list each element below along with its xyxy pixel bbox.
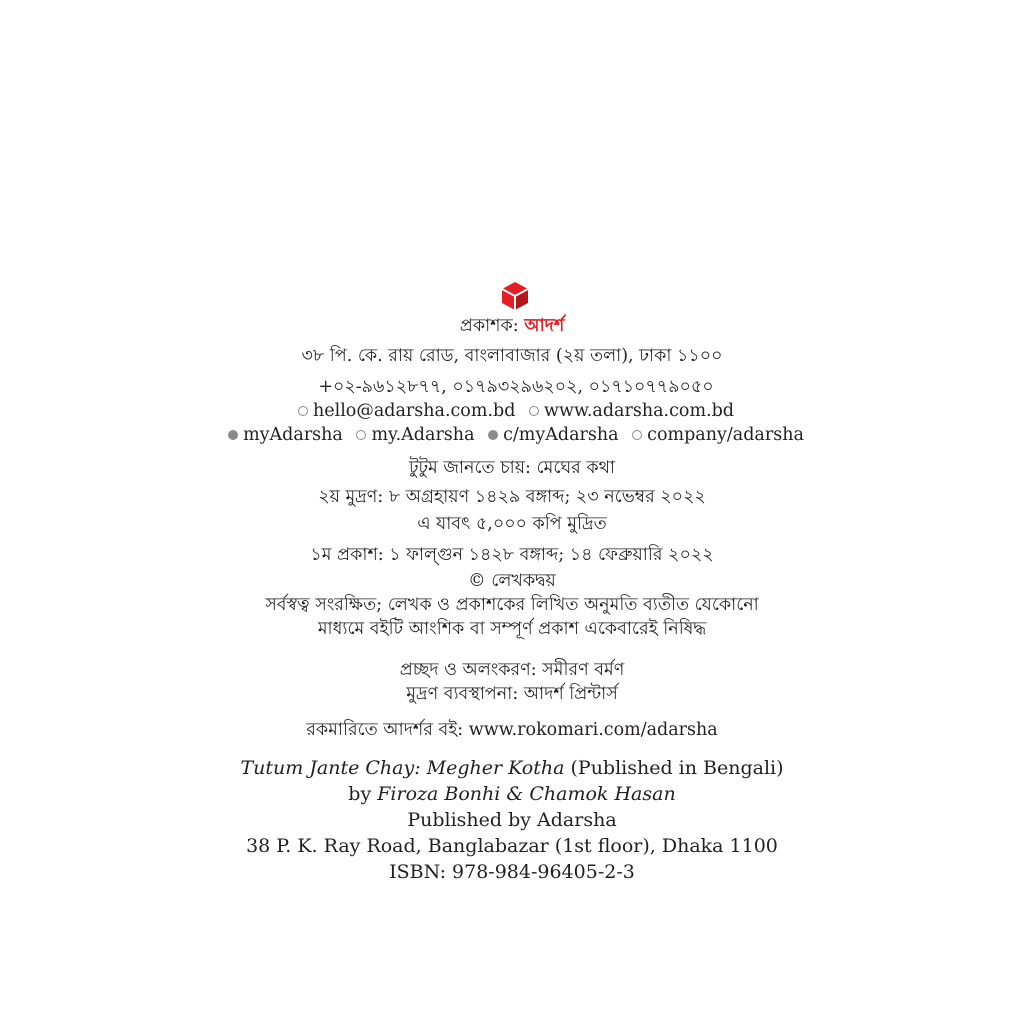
- by-label: by: [348, 783, 372, 805]
- rights-line-1: সর্বস্বত্ব সংরক্ষিত; লেখক ও প্রকাশকের লিখিত অনুমতি ব্যতীত যেকোনো: [265, 595, 759, 615]
- youtube-icon: [488, 430, 498, 440]
- print-count: এ যাবৎ ৫,০০০ কপি মুদ্রিত: [417, 514, 607, 534]
- phone-icon: [310, 382, 316, 392]
- isbn: ISBN: 978-984-96405-2-3: [389, 861, 635, 883]
- rokomari-block: [0, 718, 1024, 742]
- linkedin-link[interactable]: company/adarsha: [647, 425, 804, 445]
- phone-numbers: +০২-৯৬১২৮৭৭, ০১৭৯৩২৯৬২০২, ০১৭১০৭৭৯০৫০: [318, 377, 714, 397]
- print-info-block: [0, 485, 1024, 536]
- english-imprint: [0, 755, 1024, 885]
- email-icon: [298, 406, 308, 416]
- publisher-address: [0, 344, 1024, 368]
- cover-design-credit: প্রচ্ছদ ও অলংকরণ: সমীরণ বর্মণ: [399, 660, 625, 680]
- second-print: ২য় মুদ্রণ: ৮ অগ্রহায়ণ ১৪২৯ বঙ্গাব্দ; ২৩ নভেম্বর ২০২২: [318, 487, 706, 507]
- website-link[interactable]: www.adarsha.com.bd: [544, 401, 735, 421]
- book-title-block: [0, 456, 1024, 480]
- facebook-icon: [228, 430, 238, 440]
- rokomari-link[interactable]: রকমারিতে আদর্শর বই: www.rokomari.com/adarsha: [306, 720, 718, 740]
- contact-block: [0, 375, 1024, 447]
- instagram-icon: [356, 430, 366, 440]
- english-address: 38 P. K. Ray Road, Banglabazar (1st floor), Dhaka 1100: [246, 835, 778, 857]
- published-by: Published by Adarsha: [407, 809, 617, 831]
- english-authors: Firoza Bonhi & Chamok Hasan: [377, 783, 676, 805]
- first-publication-block: [0, 543, 1024, 641]
- globe-icon: [529, 406, 539, 416]
- first-publication: ১ম প্রকাশ: ১ ফাল্গুন ১৪২৮ বঙ্গাব্দ; ১৪ ফেব্রুয়ারি ২০২২: [310, 545, 714, 565]
- copyright: © লেখকদ্বয়: [468, 571, 556, 591]
- publisher-label: প্রকাশক:: [459, 316, 519, 336]
- english-title: Tutum Jante Chay: Megher Kotha: [240, 757, 565, 779]
- publisher-address-text: ৩৮ পি. কে. রায় রোড, বাংলাবাজার (২য় তলা), ঢাকা ১১০০: [301, 346, 723, 366]
- publisher-line: [0, 314, 1024, 338]
- adarsha-logo: [500, 281, 530, 311]
- linkedin-icon: [632, 430, 642, 440]
- print-management-credit: মুদ্রণ ব্যবস্থাপনা: আদর্শ প্রিন্টার্স: [406, 684, 618, 704]
- facebook-link[interactable]: myAdarsha: [243, 425, 343, 445]
- credits-block: [0, 658, 1024, 706]
- email-link[interactable]: hello@adarsha.com.bd: [312, 401, 516, 421]
- rights-line-2: মাধ্যমে বইটি আংশিক বা সম্পূর্ণ প্রকাশ একেবারেই নিষিদ্ধ: [317, 619, 707, 639]
- book-title: টুটুম জানতে চায়: মেঘের কথা: [408, 458, 616, 478]
- instagram-link[interactable]: my.Adarsha: [371, 425, 475, 445]
- english-title-note: (Published in Bengali): [570, 757, 784, 779]
- publisher-name: আদর্শ: [524, 316, 565, 336]
- youtube-link[interactable]: c/myAdarsha: [503, 425, 619, 445]
